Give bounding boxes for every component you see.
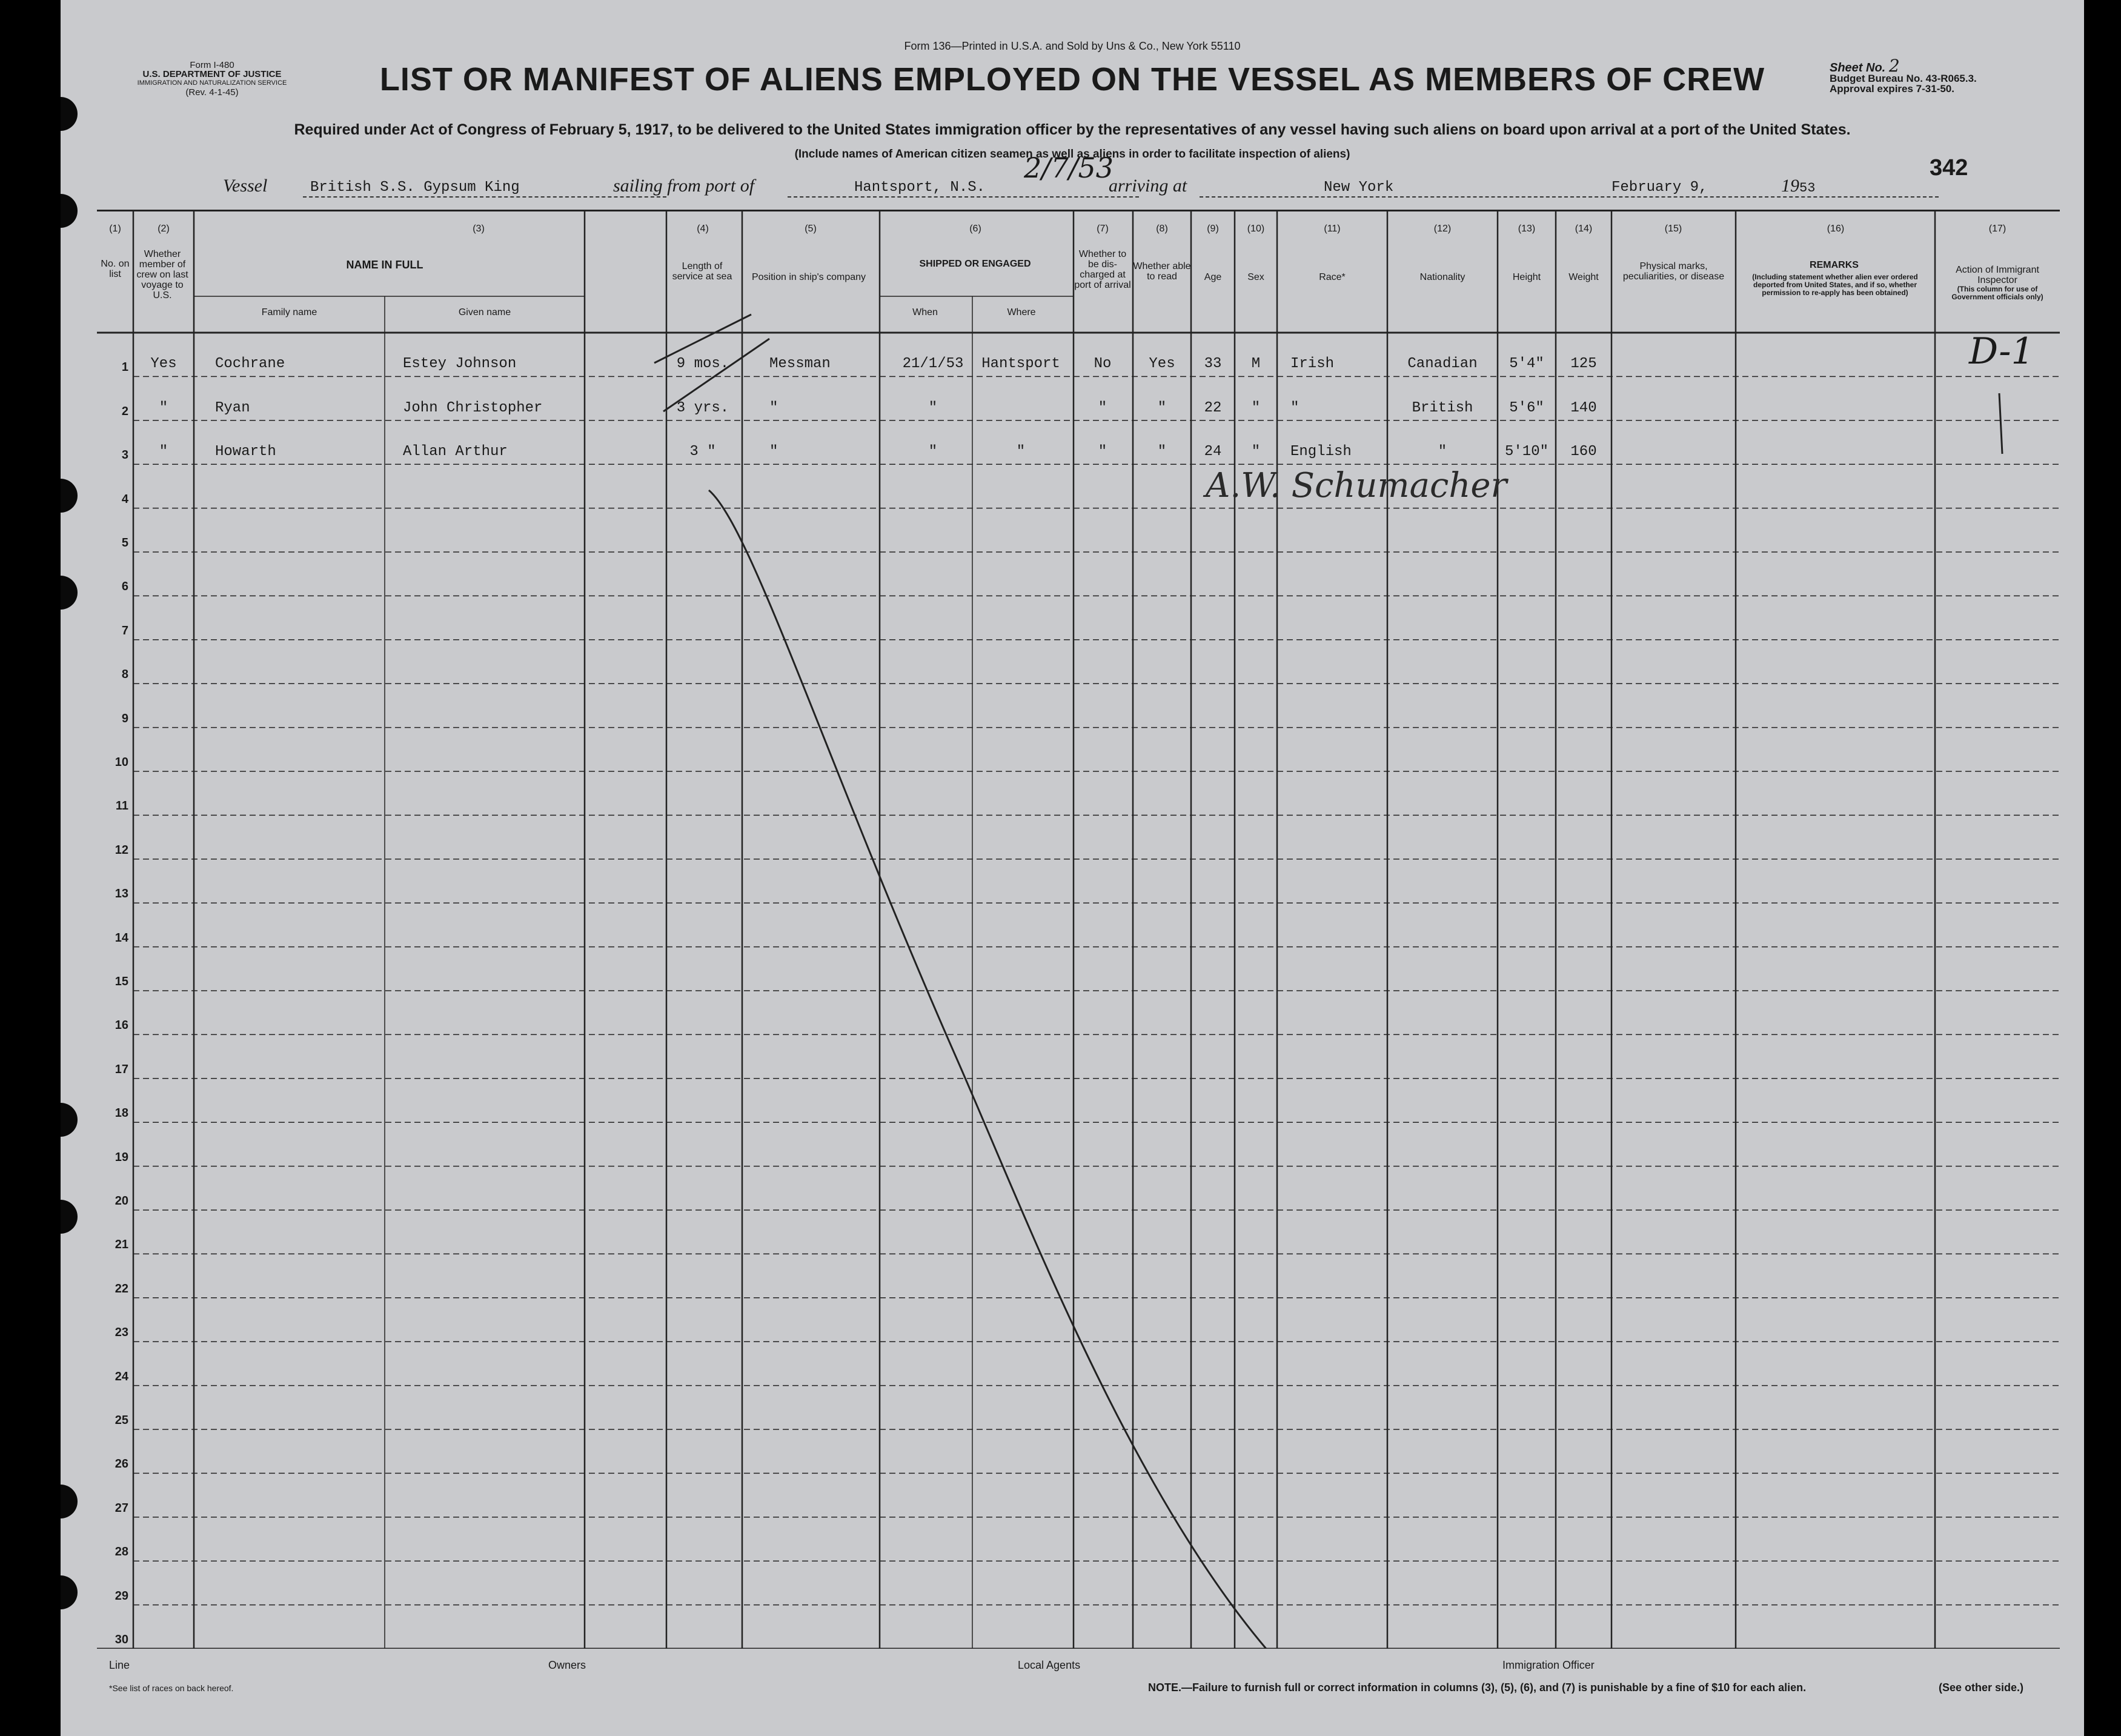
- cell-given: John Christopher: [403, 399, 543, 416]
- arrival-date: February 9,: [1611, 179, 1708, 196]
- col2-header: Whether member of crew on last voyage to U.S.: [136, 249, 188, 301]
- punch-hole: [61, 1485, 78, 1518]
- col10-header: Sex: [1247, 272, 1264, 282]
- page-number: 342: [1930, 155, 1968, 181]
- column-number: (16): [1827, 224, 1845, 234]
- column-number: (2): [158, 224, 170, 234]
- departure-port: Hantsport, N.S.: [854, 179, 986, 196]
- cell-where: Hantsport: [981, 356, 1060, 373]
- row-number: 3: [121, 448, 128, 462]
- cell-race: ": [1290, 399, 1299, 416]
- cell-position: Messman: [769, 356, 831, 373]
- cell-nationality: British: [1412, 399, 1473, 416]
- when-header: When: [912, 307, 938, 318]
- cell-prev: ": [159, 444, 168, 461]
- cell-sex: ": [1251, 444, 1261, 461]
- cell-where: ": [1016, 444, 1026, 461]
- column-number: (1): [109, 224, 121, 234]
- punch-hole: [61, 479, 78, 513]
- cell-given: Allan Arthur: [403, 444, 508, 461]
- row-number: 16: [115, 1019, 128, 1033]
- row-number: 11: [115, 799, 128, 813]
- row-number: 28: [115, 1545, 128, 1559]
- manifest-sheet: [61, 0, 2084, 1736]
- sheet-label: Sheet No.: [1830, 61, 1886, 75]
- cell-read: ": [1157, 444, 1167, 461]
- cell-service: 9 mos.: [676, 356, 729, 373]
- cell-discharged: No: [1094, 356, 1112, 373]
- cell-when: ": [928, 399, 938, 416]
- col8-header: Whether able to read: [1133, 261, 1191, 282]
- column-number: (17): [1988, 224, 2006, 234]
- column-number: (14): [1575, 224, 1593, 234]
- given-name-header: Given name: [458, 307, 511, 318]
- punch-hole: [61, 1575, 78, 1609]
- column-number: (3): [473, 224, 485, 234]
- cell-given: Estey Johnson: [403, 356, 517, 373]
- col5-header: Position in ship's company: [751, 272, 866, 282]
- column-number: (4): [697, 224, 709, 234]
- col3-header: NAME IN FULL: [346, 259, 423, 271]
- cell-nationality: Canadian: [1407, 356, 1478, 373]
- punch-hole: [61, 1103, 78, 1137]
- cell-sex: M: [1251, 356, 1261, 373]
- col16-subheader: (Including statement whether alien ever ordered deported from United States, and if so, whether permission to re-apply has been obtained): [1752, 273, 1918, 297]
- cell-read: Yes: [1149, 356, 1175, 373]
- local-agents-label: Local Agents: [1018, 1659, 1081, 1671]
- col7-header: Whether to be dis-charged at port of arrival: [1074, 249, 1131, 290]
- row-number: 18: [115, 1106, 128, 1120]
- column-number: (5): [805, 224, 817, 234]
- col17-subheader: (This column for use of Government officials only): [1951, 285, 2043, 301]
- punch-hole: [61, 1200, 78, 1234]
- row-number: 8: [121, 668, 128, 682]
- cell-age: 24: [1204, 444, 1222, 461]
- column-number: (6): [969, 224, 981, 234]
- col6-header: SHIPPED OR ENGAGED: [919, 259, 1031, 269]
- row-number: 6: [121, 580, 128, 594]
- row-number: 10: [115, 756, 128, 769]
- cell-service: 3 yrs.: [676, 399, 729, 416]
- row-number: 9: [121, 711, 128, 725]
- include-text: (Include names of American citizen seamen as well as aliens in order to facilitate inspection of aliens): [794, 148, 1350, 161]
- cell-race: English: [1290, 444, 1352, 461]
- cell-prev: ": [159, 399, 168, 416]
- cell-height: 5'10": [1504, 444, 1548, 461]
- row-number: 20: [115, 1194, 128, 1208]
- col4-header: Length of service at sea: [672, 261, 732, 282]
- form-title: LIST OR MANIFEST OF ALIENS EMPLOYED ON THE VESSEL AS MEMBERS OF CREW: [379, 61, 1765, 98]
- row-number: 4: [121, 492, 128, 506]
- immigration-officer-label: Immigration Officer: [1502, 1659, 1595, 1671]
- row-number: 26: [115, 1457, 128, 1471]
- cell-when: ": [928, 444, 938, 461]
- cell-position: ": [769, 399, 778, 416]
- inspector-action: D-1: [1969, 330, 2034, 373]
- cell-race: Irish: [1290, 356, 1335, 373]
- row-number: 30: [115, 1633, 128, 1646]
- row-number: 22: [115, 1282, 128, 1295]
- row-number: 21: [115, 1238, 128, 1252]
- handwritten-date: 2/7/53: [1024, 151, 1114, 184]
- col9-header: Age: [1204, 272, 1222, 282]
- cell-family: Ryan: [215, 399, 250, 416]
- row-number: 19: [115, 1150, 128, 1164]
- sailing-label: sailing from port of: [613, 176, 755, 196]
- revision: (Rev. 4-1-45): [185, 87, 239, 98]
- col1-header: No. on list: [101, 259, 130, 279]
- col15-header: Physical marks, peculiarities, or disease: [1622, 261, 1725, 282]
- owners-label: Owners: [548, 1659, 586, 1671]
- cell-prev: Yes: [150, 356, 177, 373]
- column-number: (12): [1433, 224, 1452, 234]
- cell-service: 3 ": [689, 444, 716, 461]
- sheet-number: 2: [1888, 56, 1900, 76]
- printer-note: Form 136—Printed in U.S.A. and Sold by Uns & Co., New York 55110: [904, 40, 1241, 52]
- races-note: *See list of races on back hereof.: [109, 1683, 234, 1693]
- col12-header: Nationality: [1419, 272, 1465, 282]
- row-number: 17: [115, 1062, 128, 1076]
- row-number: 23: [115, 1326, 128, 1340]
- required-text: Required under Act of Congress of February 5, 1917, to be delivered to the United States immigration officer by the representatives of any vessel having such aliens on board upon arrival at a port of the United States.: [294, 121, 1851, 138]
- row-number: 12: [115, 843, 128, 857]
- vessel-name: British S.S. Gypsum King: [310, 179, 520, 196]
- cell-read: ": [1157, 399, 1167, 416]
- line-label: Line: [109, 1659, 130, 1671]
- form-id: Form I-480: [190, 60, 234, 70]
- column-number: (7): [1097, 224, 1109, 234]
- approval-expiry: Approval expires 7-31-50.: [1830, 83, 1954, 95]
- row-number: 29: [115, 1589, 128, 1603]
- col11-header: Race*: [1319, 272, 1346, 282]
- cell-age: 22: [1204, 399, 1222, 416]
- budget-number: Budget Bureau No. 43-R065.3.: [1830, 73, 1977, 84]
- col16-header: REMARKS: [1810, 260, 1859, 270]
- row-number: 13: [115, 887, 128, 901]
- row-number: 24: [115, 1369, 128, 1383]
- cell-when: 21/1/53: [902, 356, 964, 373]
- year-prefix: 19: [1781, 176, 1799, 196]
- cell-family: Howarth: [215, 444, 276, 461]
- table-lines: [97, 211, 2060, 1649]
- column-number: (9): [1207, 224, 1219, 234]
- cell-sex: ": [1251, 399, 1261, 416]
- row-number: 27: [115, 1501, 128, 1515]
- row-number: 1: [121, 361, 128, 374]
- cell-weight: 125: [1570, 356, 1597, 373]
- cell-discharged: ": [1098, 444, 1107, 461]
- year: 53: [1799, 181, 1816, 196]
- cell-age: 33: [1204, 356, 1222, 373]
- signature: A.W. Schumacher: [1206, 466, 1507, 505]
- column-number: (13): [1518, 224, 1536, 234]
- row-number: 5: [121, 536, 128, 550]
- row-number: 14: [115, 931, 128, 945]
- cell-weight: 140: [1570, 399, 1597, 416]
- punch-hole: [61, 194, 78, 228]
- family-name-header: Family name: [261, 307, 317, 318]
- row-number: 7: [121, 624, 128, 637]
- cell-family: Cochrane: [215, 356, 285, 373]
- cell-nationality: ": [1438, 444, 1447, 461]
- column-number: (10): [1247, 224, 1265, 234]
- vessel-label: Vessel: [223, 176, 268, 196]
- cell-height: 5'6": [1509, 399, 1544, 416]
- col13-header: Height: [1512, 272, 1541, 282]
- see-other-side: (See other side.): [1939, 1681, 2024, 1694]
- cell-height: 5'4": [1509, 356, 1544, 373]
- row-number: 25: [115, 1414, 128, 1427]
- cell-position: ": [769, 444, 778, 461]
- crew-table: [97, 210, 2060, 1649]
- row-number: 2: [121, 404, 128, 418]
- col14-header: Weight: [1568, 272, 1599, 282]
- col17-header: Action of Immigrant Inspector: [1956, 265, 2039, 285]
- arriving-label: arriving at: [1109, 176, 1187, 196]
- penalty-note: NOTE.—Failure to furnish full or correct information in columns (3), (5), (6), and (7) is punishable by a fine of $10 for each alien.: [1148, 1681, 1807, 1694]
- service-name: IMMIGRATION AND NATURALIZATION SERVICE: [137, 79, 287, 87]
- cell-weight: 160: [1570, 444, 1597, 461]
- punch-hole: [61, 576, 78, 610]
- column-number: (8): [1156, 224, 1168, 234]
- department-name: U.S. DEPARTMENT OF JUSTICE: [142, 69, 282, 79]
- column-number: (11): [1324, 224, 1341, 234]
- row-number: 15: [115, 975, 128, 988]
- sheet-number-block: [1830, 56, 1977, 95]
- where-header: Where: [1007, 307, 1036, 318]
- arrival-port: New York: [1324, 179, 1394, 196]
- cell-discharged: ": [1098, 399, 1107, 416]
- column-number: (15): [1664, 224, 1682, 234]
